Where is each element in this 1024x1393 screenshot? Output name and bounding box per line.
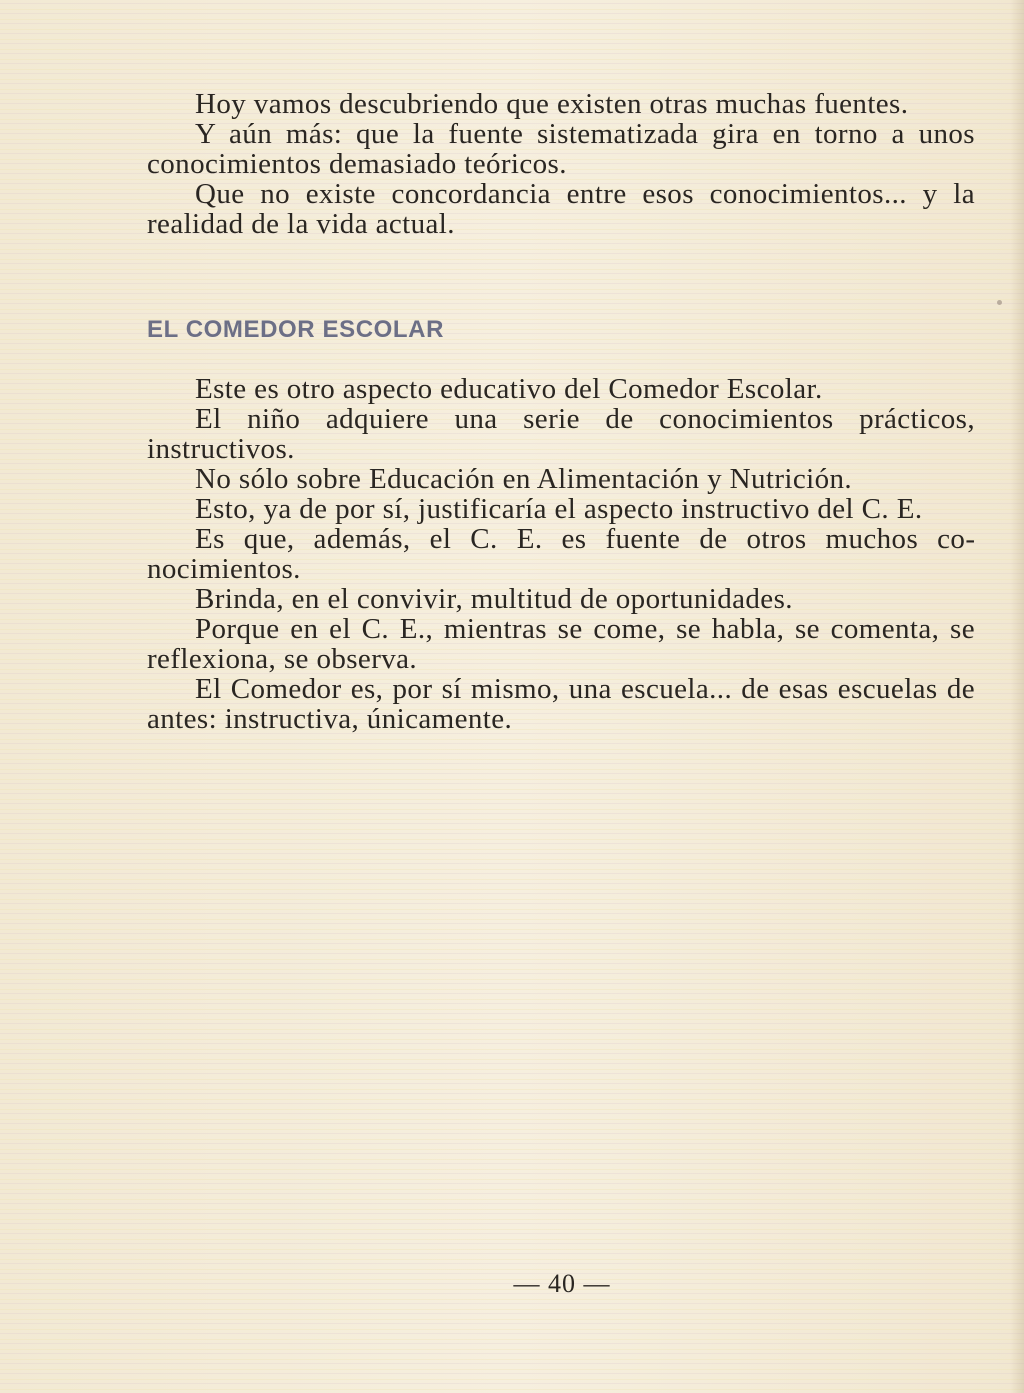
paragraph: Este es otro aspecto educativo del Comedor Escolar. <box>195 373 823 405</box>
page-edge-shadow <box>1010 0 1024 1393</box>
section-heading: EL COMEDOR ESCOLAR <box>147 316 445 343</box>
paragraph: El Comedor es, por sí mismo, una escuela... de esas escuelas de antes: instructiva, únicamente. <box>147 673 975 735</box>
paragraph: Hoy vamos descubriendo que existen otras muchas fuentes. <box>195 88 909 120</box>
paragraph: No sólo sobre Educación en Alimentación y Nutrición. <box>195 463 853 495</box>
paragraph: Que no existe concordancia entre esos conocimientos... y la realidad de la vida actual. <box>147 178 975 240</box>
page-number: — 40 — <box>513 1269 611 1298</box>
paragraph: Esto, ya de por sí, justificaría el aspecto instructivo del C. E. <box>195 493 923 525</box>
paper-speck <box>997 300 1002 305</box>
paragraph: El niño adquiere una serie de conocimientos prácticos, instructivos. <box>147 403 975 465</box>
paragraph: Porque en el C. E., mientras se come, se habla, se comenta, se reflexiona, se observa. <box>147 613 975 675</box>
intro-text <box>147 89 975 239</box>
paragraph: Es que, además, el C. E. es fuente de otros muchos conocimientos. <box>147 523 975 585</box>
paragraph: Brinda, en el convivir, multitud de oportunidades. <box>195 583 793 615</box>
paragraph: Y aún más: que la fuente sistematizada gira en torno a unos conocimientos demasiado teóricos. <box>147 118 975 180</box>
section-body <box>147 374 975 734</box>
